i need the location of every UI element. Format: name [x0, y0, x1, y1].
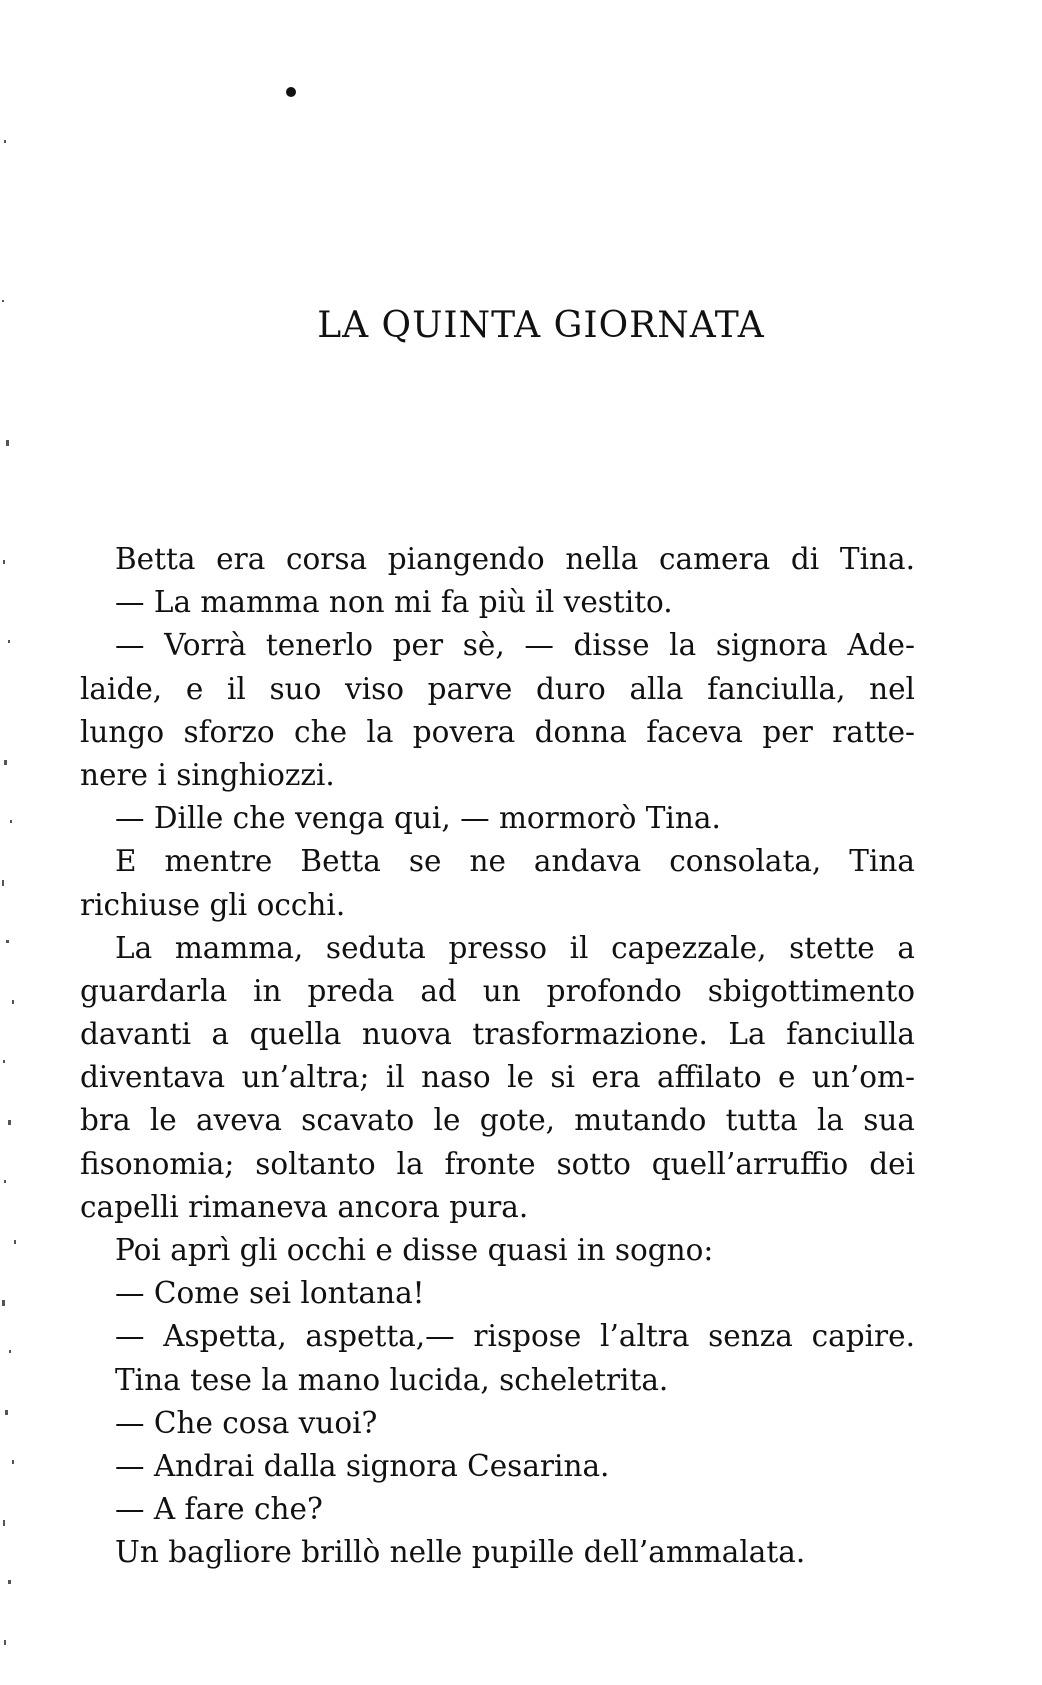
text-line: — Aspetta, aspetta,— rispose l’altra senza capire.	[115, 1319, 915, 1354]
text-line: richiuse gli occhi.	[80, 887, 346, 922]
text-line: laide, e il suo viso parve duro alla fanciulla, nel	[80, 671, 915, 706]
text-line: nere i singhiozzi.	[80, 757, 335, 792]
text-line: — Vorrà tenerlo per sè, — disse la signora Ade-	[115, 628, 915, 663]
text-line: Tina tese la mano lucida, scheletrita.	[115, 1362, 669, 1397]
text-line: — Dille che venga qui, — mormorò Tina.	[115, 801, 721, 836]
body-text	[80, 538, 915, 1575]
text-line: lungo sforzo che la povera donna faceva per ratte-	[80, 714, 915, 749]
text-line: E mentre Betta se ne andava consolata, Tina	[115, 844, 915, 879]
text-line: — Come sei lontana!	[115, 1276, 425, 1311]
text-line: guardarla in preda ad un profondo sbigottimento	[80, 973, 915, 1008]
text-line: Poi aprì gli occhi e disse quasi in sogno:	[115, 1233, 714, 1267]
page-edge-specks	[0, 0, 48, 1685]
text-line: bra le aveva scavato le gote, mutando tutta la sua	[80, 1103, 915, 1138]
text-line: davanti a quella nuova trasformazione. La fanciulla	[80, 1017, 915, 1052]
text-line: — Andrai dalla signora Cesarina.	[115, 1448, 610, 1483]
page-title: LA QUINTA GIORNATA	[317, 305, 765, 346]
text-line: diventava un’altra; il naso le si era affilato e un’om-	[80, 1060, 915, 1095]
text-line: capelli rimaneva ancora pura.	[80, 1189, 529, 1224]
text-line: fisonomia; soltanto la fronte sotto quell’arruffio dei	[80, 1146, 915, 1181]
text-line: Un bagliore brillò nelle pupille dell’ammalata.	[115, 1535, 806, 1570]
ornament-dot	[286, 87, 296, 97]
text-line: Betta era corsa piangendo nella camera di Tina.	[115, 542, 915, 576]
text-line: — La mamma non mi fa più il vestito.	[115, 585, 673, 620]
text-line: — Che cosa vuoi?	[115, 1405, 378, 1440]
text-line: La mamma, seduta presso il capezzale, stette a	[115, 930, 915, 965]
text-line: — A fare che?	[115, 1492, 323, 1527]
